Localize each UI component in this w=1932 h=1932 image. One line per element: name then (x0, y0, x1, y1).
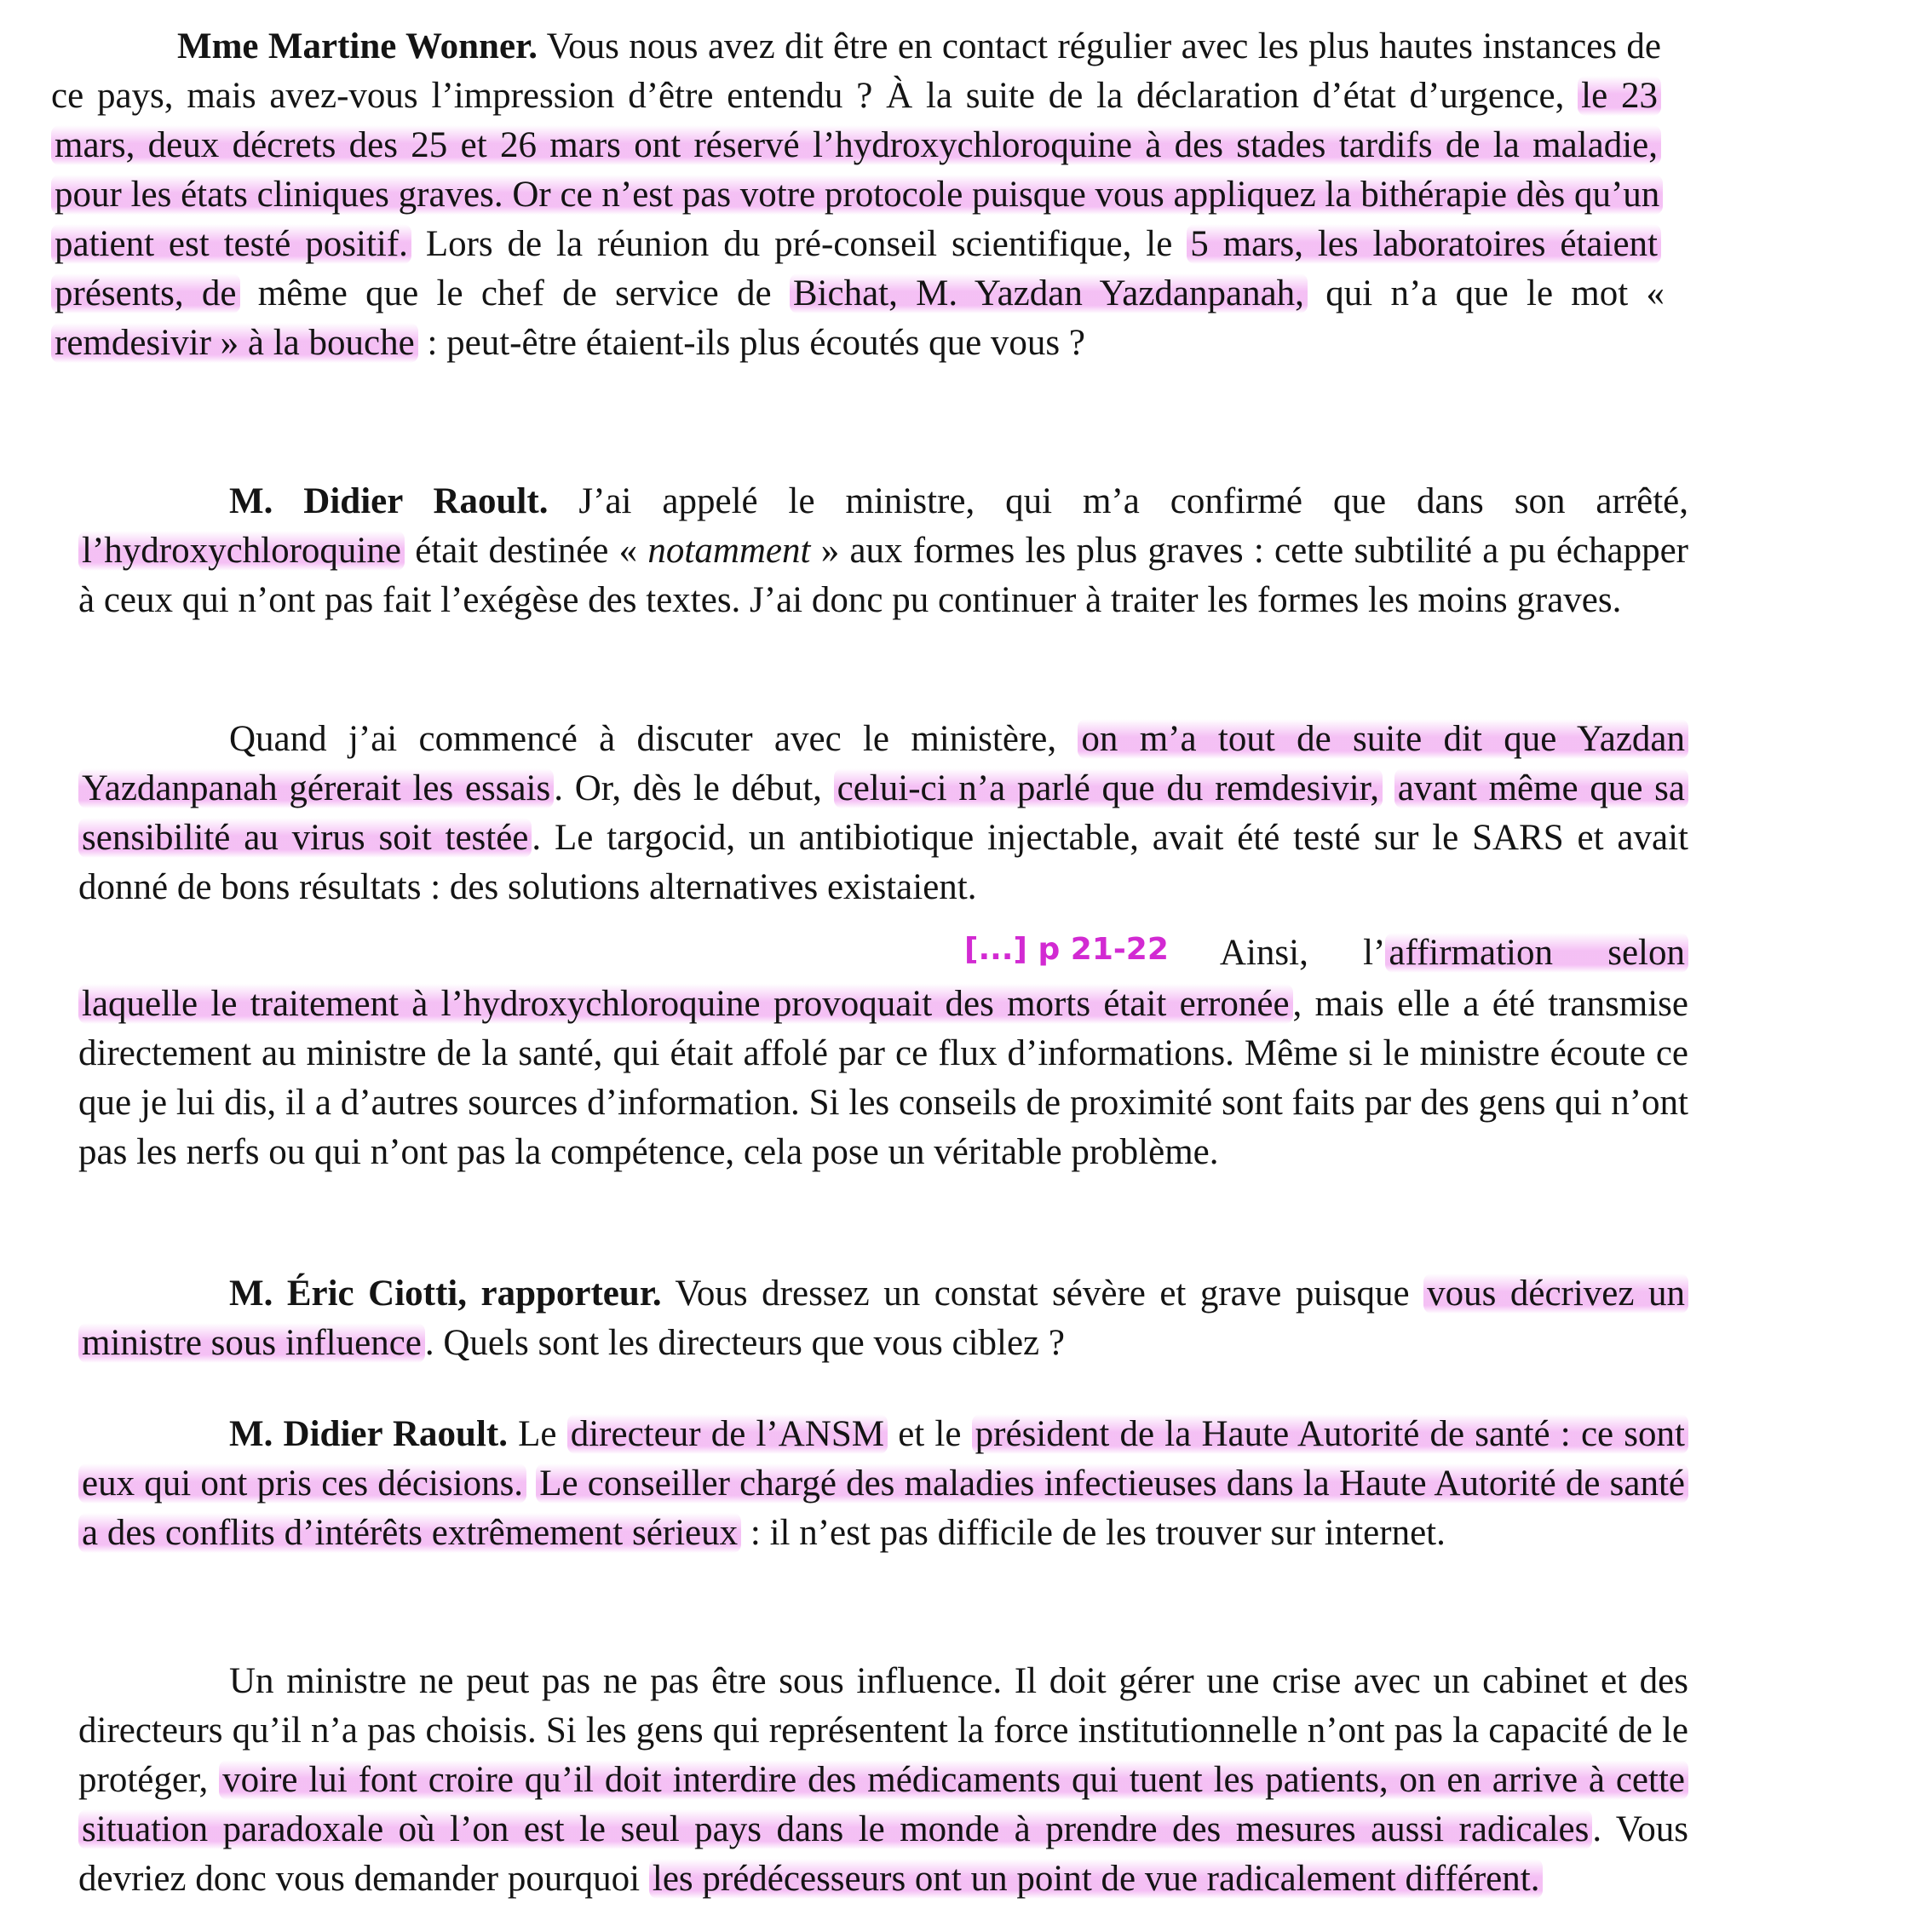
paragraph-wonner (51, 22, 1665, 368)
text-run: : il n’est pas difficile de les trouver sur internet. (741, 1513, 1446, 1553)
highlighted-text: celui-ci n’a parlé que du remdesivir, (834, 768, 1383, 808)
text-run: , mais elle a été transmise directement au ministre de la santé, qui était affolé par ce flux d’informations. Même si le ministre écoute ce que je lui dis, il a d’autres sources d’information. Si les conseils de proximité sont faits par des gens qui n’ont pas les nerfs ou qui n’ont pas la compétence, cela pose un véritable problème. (78, 984, 1689, 1172)
highlighted-text: 5 mars, les laboratoires étaient présents, de (51, 224, 1661, 313)
text-run (1383, 768, 1394, 808)
highlighted-text: les prédécesseurs ont un point de vue radicalement différent. (649, 1859, 1544, 1899)
highlighted-text: Le conseiller chargé des maladies infectieuses dans la Haute Autorité de santé a des conflits d’intérêts extrêmement sérieux (78, 1463, 1688, 1553)
text-run: notamment (647, 531, 811, 571)
text-run: . Le targocid, un antibiotique injectable, avait été testé sur le SARS et avait donné de bons résultats : des solutions alternatives existaient. (78, 818, 1688, 907)
paragraph-raoult-5 (78, 1657, 1688, 1904)
speaker-name: M. Didier Raoult. (229, 481, 549, 521)
highlighted-text: directeur de l’ANSM (567, 1414, 888, 1454)
speaker-name: M. Éric Ciotti, rapporteur. (229, 1274, 662, 1314)
highlighted-text: on m’a tout de suite dit que Yazdan Yazdanpanah gérerait les essais (78, 719, 1688, 808)
text-run: était destinée « (404, 531, 648, 571)
text-run: Lors de la réunion du pré-conseil scientifique, le (411, 224, 1187, 264)
speaker-name: Mme Martine Wonner. (177, 26, 538, 66)
highlighted-text: le 23 mars, deux décrets des 25 et 26 mars ont réservé l’hydroxychloroquine à des stades tardifs de la maladie, pour les états cliniques graves. Or ce n’est pas votre protocole puisque vous appliquez la bithérapie dès qu’un patient est testé positif. (51, 76, 1663, 264)
text-run: Ainsi, l’ (1219, 933, 1386, 973)
page-reference: [...] p 21-22 (964, 932, 1169, 967)
paragraph-raoult-4 (78, 1410, 1688, 1558)
highlighted-text: affirmation selon laquelle le traitement à l’hydroxychloroquine provoquait des morts était erronée (78, 933, 1688, 1024)
text-run: Vous nous avez dit être en contact régulier avec les plus hautes instances de ce pays, mais avez-vous l’impression d’être entendu ? À la suite de la déclaration d’état d’urgence, (51, 26, 1661, 116)
highlighted-text: remdesivir » à la bouche (51, 323, 418, 363)
text-run (526, 1463, 536, 1504)
text-run: : peut-être étaient-ils plus écoutés que vous ? (417, 323, 1085, 363)
text-run: . Quels sont les directeurs que vous ciblez ? (424, 1323, 1065, 1363)
highlighted-text: président de la Haute Autorité de santé : ce sont eux qui ont pris ces décisions. (78, 1414, 1688, 1504)
speaker-name: M. Didier Raoult. (229, 1414, 508, 1454)
text-run: qui n’a que le mot « (1307, 273, 1665, 313)
text-run: Le (507, 1414, 567, 1454)
text-run: . Vous devriez donc vous demander pourquoi (78, 1809, 1689, 1899)
paragraph-raoult-2 (78, 715, 1688, 912)
text-run: et le (888, 1414, 972, 1454)
highlighted-text: vous décrivez un ministre sous influence (78, 1274, 1688, 1363)
text-run: J’ai appelé le ministre, qui m’a confirmé que dans son arrêté, (548, 481, 1688, 521)
highlighted-text: voire lui font croire qu’il doit interdire des médicaments qui tuent les patients, on en arrive à cette situation paradoxale où l’on est le seul pays dans le monde à prendre des mesures aussi radicales (78, 1760, 1688, 1849)
highlighted-text: Bichat, M. Yazdan Yazdanpanah, (790, 273, 1308, 313)
paragraph-raoult-1 (78, 477, 1688, 625)
text-run: Quand j’ai commencé à discuter avec le ministère, (229, 719, 1078, 759)
text-run: même que le chef de service de (239, 273, 790, 313)
highlighted-text: l’hydroxychloroquine (78, 531, 405, 571)
paragraph-ciotti (78, 1269, 1688, 1368)
paragraph-raoult-3 (78, 929, 1688, 1177)
text-run: » aux formes les plus graves : cette subtilité a pu échapper à ceux qui n’ont pas fait l’exégèse des textes. J’ai donc pu continuer à traiter les formes les moins graves. (78, 531, 1688, 620)
text-run: . Or, dès le début, (554, 768, 834, 808)
text-run: Vous dressez un constat sévère et grave puisque (661, 1274, 1424, 1314)
text-run: Un ministre ne peut pas ne pas être sous influence. Il doit gérer une crise avec un cabinet et des directeurs qu’il n’a pas choisis. Si les gens qui représentent la force institutionnelle n’ont pas la capacité de le protéger, (78, 1661, 1688, 1800)
highlighted-text: avant même que sa sensibilité au virus soit testée (78, 768, 1688, 858)
